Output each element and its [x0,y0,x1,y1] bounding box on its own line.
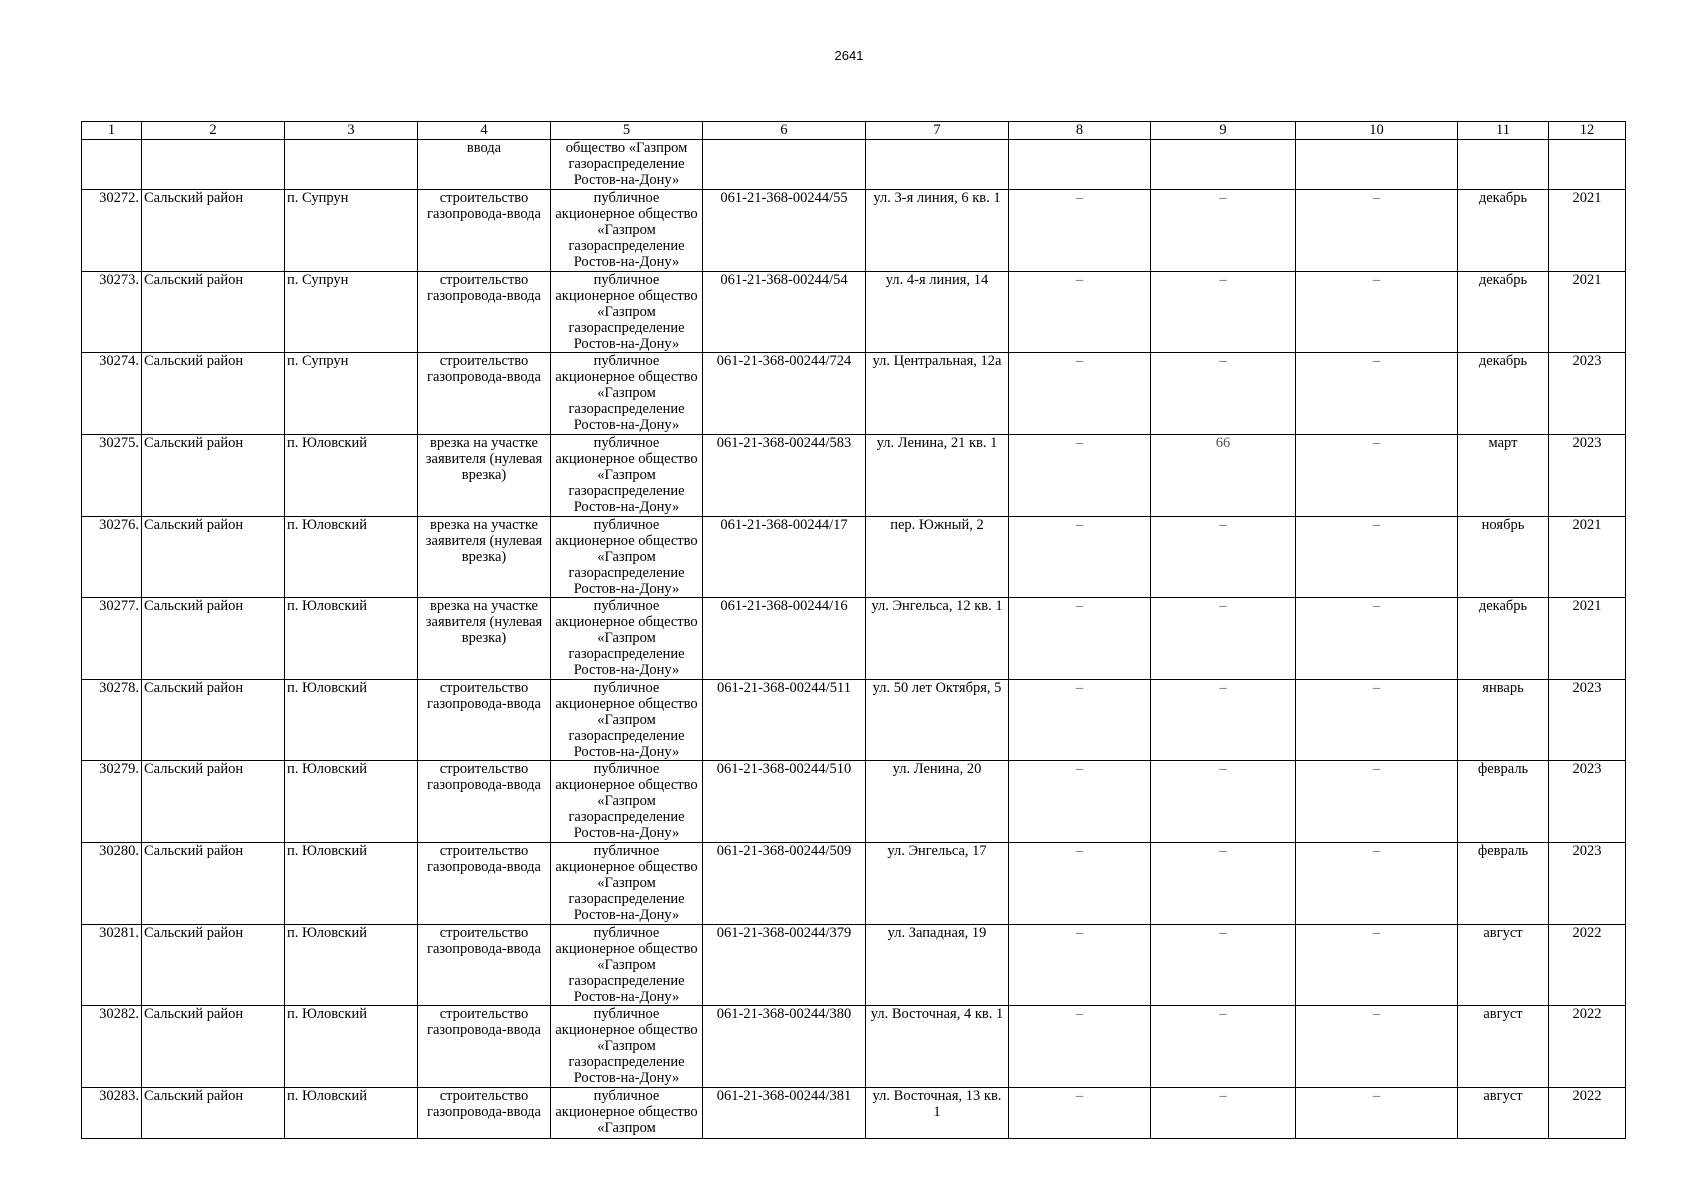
row-number-cell: 30281. [82,924,142,1006]
work-type-cell: строительство газопровода-ввода [418,842,551,924]
column-header: 9 [1151,122,1296,140]
district-cell: Сальский район [142,761,285,843]
year-cell: 2021 [1549,516,1626,598]
organization-cell: публичное акционерное общество «Газпром газораспределение Ростов-на-Дону» [551,190,703,272]
column-9-cell: – [1151,1006,1296,1088]
settlement-cell: п. Супрун [285,190,418,272]
month-cell: январь [1458,679,1549,761]
table-row-continued [82,140,1626,190]
table-row [82,434,1626,516]
column-number-row [82,122,1626,140]
month-cell: ноябрь [1458,516,1549,598]
registration-code-cell: 061-21-368-00244/583 [703,434,866,516]
column-10-cell: – [1296,598,1458,680]
month-cell: август [1458,1087,1549,1138]
district-cell: Сальский район [142,679,285,761]
column-header: 10 [1296,122,1458,140]
registration-code-cell: 061-21-368-00244/17 [703,516,866,598]
address-cell: ул. Восточная, 4 кв. 1 [866,1006,1009,1088]
column-8-cell: – [1009,516,1151,598]
organization-cell: публичное акционерное общество «Газпром газораспределение Ростов-на-Дону» [551,516,703,598]
column-header: 11 [1458,122,1549,140]
column-8-cell: – [1009,598,1151,680]
organization-cell: публичное акционерное общество «Газпром [551,1087,703,1138]
address-cell: ул. Восточная, 13 кв. 1 [866,1087,1009,1138]
page-number: 2641 [834,48,864,63]
work-type-cell: строительство газопровода-ввода [418,190,551,272]
column-9-cell: – [1151,190,1296,272]
year-cell: 2021 [1549,190,1626,272]
organization-cell: публичное акционерное общество «Газпром газораспределение Ростов-на-Дону» [551,842,703,924]
work-type-cell: строительство газопровода-ввода [418,1006,551,1088]
column-9-cell: – [1151,516,1296,598]
settlement-cell: п. Юловский [285,598,418,680]
district-cell: Сальский район [142,1087,285,1138]
column-10-cell: – [1296,924,1458,1006]
settlement-cell: п. Юловский [285,434,418,516]
district-cell: Сальский район [142,271,285,353]
month-cell: декабрь [1458,190,1549,272]
work-type-cell: врезка на участке заявителя (нулевая врезка) [418,516,551,598]
column-10-cell: – [1296,761,1458,843]
registration-code-cell: 061-21-368-00244/16 [703,598,866,680]
month-cell: февраль [1458,842,1549,924]
table-row [82,761,1626,843]
table-row [82,516,1626,598]
address-cell: ул. 50 лет Октября, 5 [866,679,1009,761]
registration-code-cell: 061-21-368-00244/380 [703,1006,866,1088]
column-10-cell: – [1296,516,1458,598]
column-header: 1 [82,122,142,140]
registration-code-cell: 061-21-368-00244/724 [703,353,866,435]
district-cell: Сальский район [142,516,285,598]
table-row [82,1006,1626,1088]
column-9-cell: – [1151,598,1296,680]
work-type-cell: строительство газопровода-ввода [418,761,551,843]
organization-cell: публичное акционерное общество «Газпром газораспределение Ростов-на-Дону» [551,434,703,516]
registration-code-cell: 061-21-368-00244/379 [703,924,866,1006]
column-8-cell: – [1009,761,1151,843]
address-cell: ул. Ленина, 21 кв. 1 [866,434,1009,516]
column-header: 4 [418,122,551,140]
settlement-cell: п. Супрун [285,271,418,353]
column-header: 5 [551,122,703,140]
column-9-cell: 66 [1151,434,1296,516]
settlement-cell: п. Юловский [285,1087,418,1138]
month-cell: февраль [1458,761,1549,843]
year-cell: 2022 [1549,1087,1626,1138]
settlement-cell: п. Юловский [285,924,418,1006]
column-8-cell: – [1009,924,1151,1006]
address-cell: ул. Центральная, 12а [866,353,1009,435]
organization-cell: публичное акционерное общество «Газпром газораспределение Ростов-на-Дону» [551,598,703,680]
work-type-cell: строительство газопровода-ввода [418,1087,551,1138]
column-8-cell: – [1009,271,1151,353]
address-cell: ул. 4-я линия, 14 [866,271,1009,353]
column-10-cell: – [1296,842,1458,924]
district-cell: Сальский район [142,842,285,924]
column-9-cell: – [1151,761,1296,843]
district-cell: Сальский район [142,924,285,1006]
row-number-cell: 30282. [82,1006,142,1088]
year-cell: 2021 [1549,271,1626,353]
row-number-cell: 30278. [82,679,142,761]
address-cell: ул. Энгельса, 12 кв. 1 [866,598,1009,680]
work-type-cell: строительство газопровода-ввода [418,679,551,761]
registration-code-cell: 061-21-368-00244/509 [703,842,866,924]
row-number-cell: 30279. [82,761,142,843]
organization-cell: публичное акционерное общество «Газпром газораспределение Ростов-на-Дону» [551,353,703,435]
settlement-cell: п. Супрун [285,353,418,435]
column-header: 6 [703,122,866,140]
settlement-cell: п. Юловский [285,679,418,761]
column-8-cell: – [1009,353,1151,435]
address-cell: ул. Ленина, 20 [866,761,1009,843]
address-cell: пер. Южный, 2 [866,516,1009,598]
column-9-cell: – [1151,271,1296,353]
month-cell: август [1458,924,1549,1006]
organization-cell: общество «Газпром газораспределение Ростов-на-Дону» [551,140,703,190]
column-8-cell: – [1009,434,1151,516]
column-10-cell: – [1296,190,1458,272]
column-header: 12 [1549,122,1626,140]
column-header: 8 [1009,122,1151,140]
column-10-cell: – [1296,679,1458,761]
registration-code-cell: 061-21-368-00244/54 [703,271,866,353]
column-9-cell: – [1151,924,1296,1006]
organization-cell: публичное акционерное общество «Газпром газораспределение Ростов-на-Дону» [551,761,703,843]
column-10-cell: – [1296,271,1458,353]
column-10-cell: – [1296,434,1458,516]
column-9-cell: – [1151,842,1296,924]
column-header: 7 [866,122,1009,140]
gas-connection-table [81,121,1626,1139]
column-9-cell: – [1151,1087,1296,1138]
column-8-cell: – [1009,190,1151,272]
district-cell: Сальский район [142,353,285,435]
table-row [82,271,1626,353]
table-row [82,1087,1626,1138]
table-row [82,842,1626,924]
column-10-cell: – [1296,1087,1458,1138]
table-row [82,679,1626,761]
registration-code-cell: 061-21-368-00244/511 [703,679,866,761]
work-type-cell: врезка на участке заявителя (нулевая врезка) [418,598,551,680]
table-row [82,598,1626,680]
column-header: 2 [142,122,285,140]
table-row [82,353,1626,435]
column-10-cell: – [1296,1006,1458,1088]
month-cell: август [1458,1006,1549,1088]
address-cell: ул. 3-я линия, 6 кв. 1 [866,190,1009,272]
district-cell: Сальский район [142,598,285,680]
row-number-cell: 30280. [82,842,142,924]
work-type-cell: строительство газопровода-ввода [418,353,551,435]
year-cell: 2023 [1549,434,1626,516]
row-number-cell: 30272. [82,190,142,272]
year-cell: 2023 [1549,679,1626,761]
row-number-cell: 30273. [82,271,142,353]
table-row [82,190,1626,272]
column-8-cell: – [1009,1087,1151,1138]
work-type-cell: врезка на участке заявителя (нулевая врезка) [418,434,551,516]
column-9-cell: – [1151,679,1296,761]
column-8-cell: – [1009,842,1151,924]
year-cell: 2021 [1549,598,1626,680]
settlement-cell: п. Юловский [285,516,418,598]
month-cell: декабрь [1458,598,1549,680]
registration-code-cell: 061-21-368-00244/55 [703,190,866,272]
work-type-cell: строительство газопровода-ввода [418,271,551,353]
district-cell: Сальский район [142,434,285,516]
registration-code-cell: 061-21-368-00244/381 [703,1087,866,1138]
address-cell: ул. Энгельса, 17 [866,842,1009,924]
month-cell: декабрь [1458,353,1549,435]
district-cell: Сальский район [142,1006,285,1088]
organization-cell: публичное акционерное общество «Газпром газораспределение Ростов-на-Дону» [551,271,703,353]
table-row [82,924,1626,1006]
column-8-cell: – [1009,679,1151,761]
organization-cell: публичное акционерное общество «Газпром газораспределение Ростов-на-Дону» [551,1006,703,1088]
row-number-cell: 30276. [82,516,142,598]
settlement-cell: п. Юловский [285,842,418,924]
address-cell: ул. Западная, 19 [866,924,1009,1006]
year-cell: 2022 [1549,1006,1626,1088]
month-cell: декабрь [1458,271,1549,353]
organization-cell: публичное акционерное общество «Газпром газораспределение Ростов-на-Дону» [551,924,703,1006]
work-type-cell: ввода [418,140,551,190]
district-cell: Сальский район [142,190,285,272]
column-header: 3 [285,122,418,140]
work-type-cell: строительство газопровода-ввода [418,924,551,1006]
year-cell: 2022 [1549,924,1626,1006]
row-number-cell: 30275. [82,434,142,516]
row-number-cell: 30283. [82,1087,142,1138]
organization-cell: публичное акционерное общество «Газпром газораспределение Ростов-на-Дону» [551,679,703,761]
row-number-cell: 30277. [82,598,142,680]
registration-code-cell: 061-21-368-00244/510 [703,761,866,843]
column-9-cell: – [1151,353,1296,435]
row-number-cell: 30274. [82,353,142,435]
settlement-cell: п. Юловский [285,1006,418,1088]
year-cell: 2023 [1549,842,1626,924]
year-cell: 2023 [1549,353,1626,435]
column-8-cell: – [1009,1006,1151,1088]
month-cell: март [1458,434,1549,516]
settlement-cell: п. Юловский [285,761,418,843]
column-10-cell: – [1296,353,1458,435]
year-cell: 2023 [1549,761,1626,843]
